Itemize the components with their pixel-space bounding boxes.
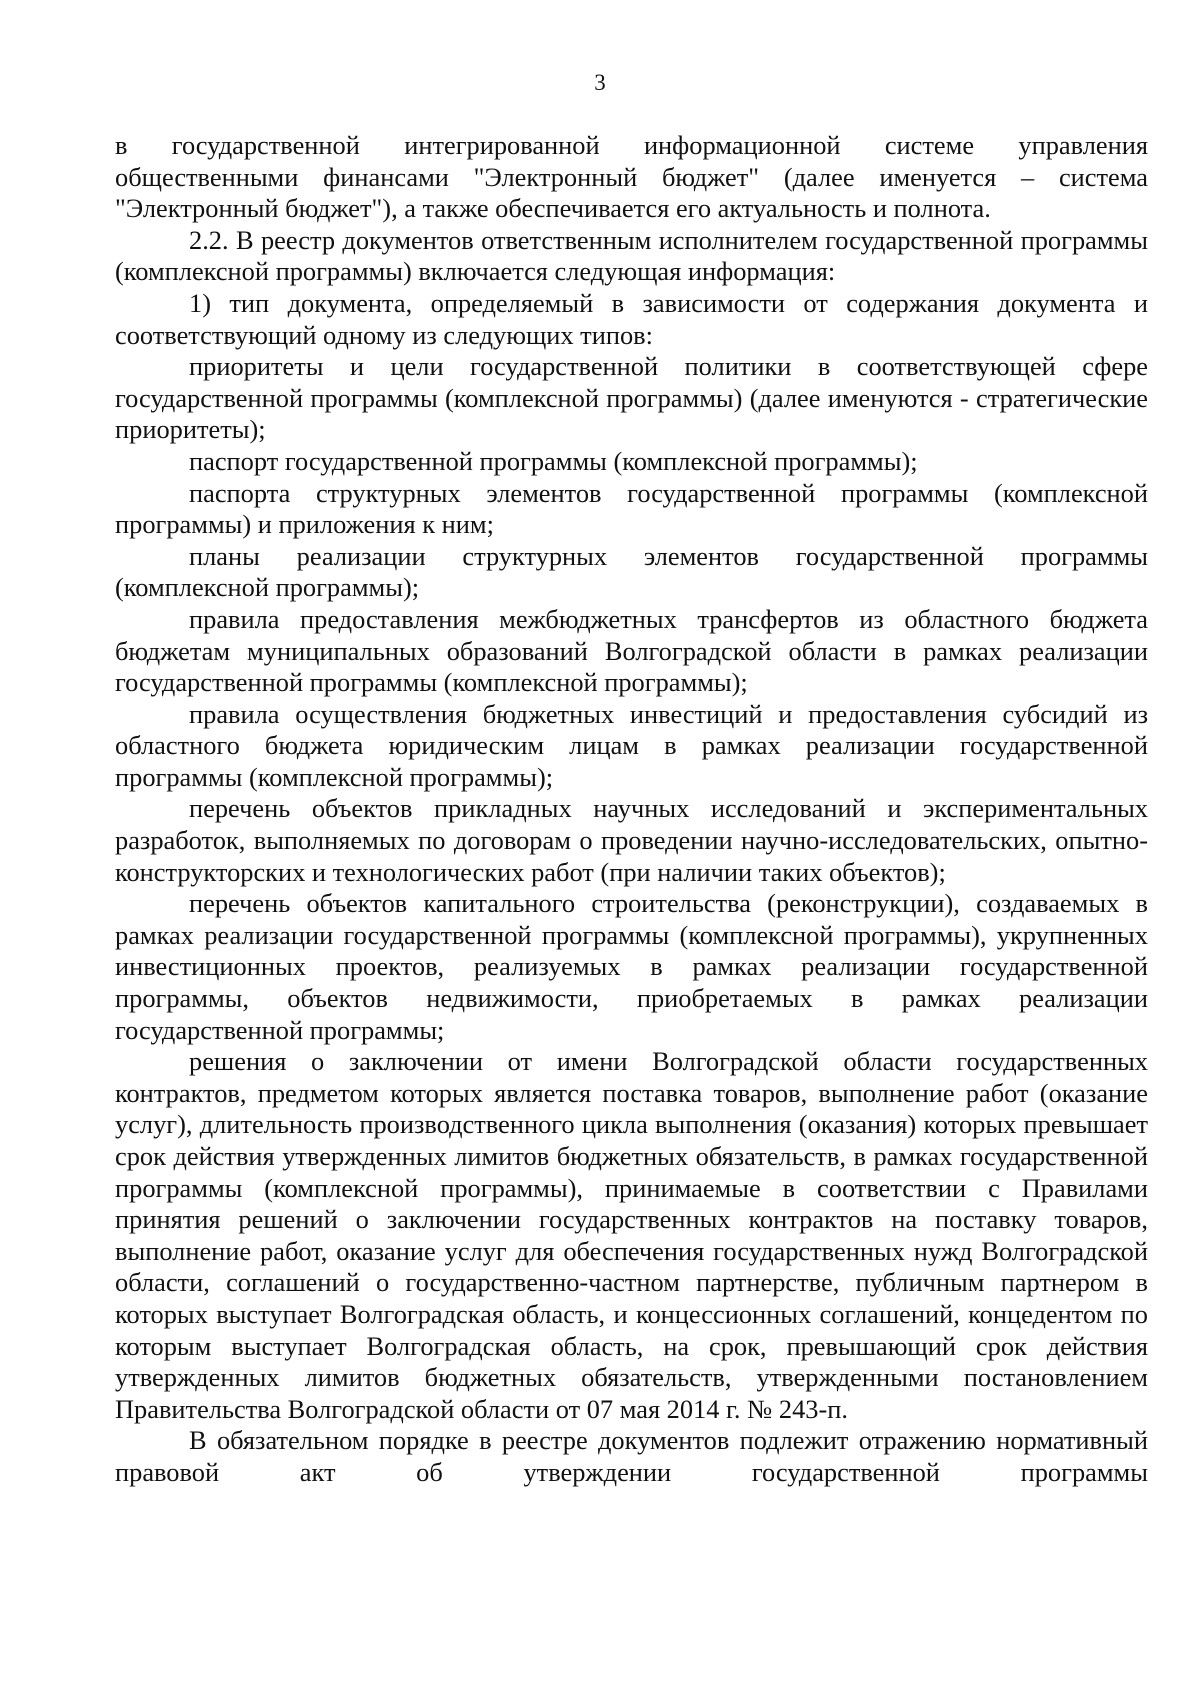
paragraph-type-program-passport: паспорт государственной программы (комплексной программы); (189, 445, 918, 476)
document-body (115, 130, 1148, 1489)
paragraph-type-construction-objects: перечень объектов капитального строительства (реконструкции), создаваемых в рамках реализации государственной программы (комплексной программы), укрупненных инвестиционных проектов, реализуемых в рамках реализации государственной программы, объектов недвижимости, приобретаемых в рамках реализации государственной программы; (115, 888, 1148, 1045)
page-number: 3 (594, 70, 606, 95)
paragraph-type-element-passports: паспорта структурных элементов государственной программы (комплексной программы) и приложения к ним; (115, 477, 1148, 540)
paragraph-type-research-objects: перечень объектов прикладных научных исследований и экспериментальных разработок, выполняемых по договорам о проведении научно-исследовательских, опытно-конструкторских и технологических работ (при наличии таких объектов); (115, 793, 1148, 887)
paragraph-type-transfer-rules: правила предоставления межбюджетных трансфертов из областного бюджета бюджетам муниципальных образований Волгоградской области в рамках реализации государственной программы (комплексной программы); (115, 603, 1148, 698)
paragraph-continuation: в государственной интегрированной информационной системе управления общественными финансами "Электронный бюджет" (далее именуется – система "Электронный бюджет"), а также обеспечивается его актуальность и полнота. (115, 130, 1148, 224)
paragraph-item-1: 1) тип документа, определяемый в зависимости от содержания документа и соответствующий одному из следующих типов: (115, 287, 1148, 350)
paragraph-type-strategic-priorities: приоритеты и цели государственной политики в соответствующей сфере государственной программы (комплексной программы) (далее именуются - стратегические приоритеты); (115, 351, 1148, 445)
paragraph-type-implementation-plans: планы реализации структурных элементов государственной программы (комплексной программы); (115, 540, 1148, 603)
paragraph-type-contract-decisions: решения о заключении от имени Волгоградской области государственных контрактов, предметом которых является поставка товаров, выполнение работ (оказание услуг), длительность производственного цикла выполнения (оказания) которых превышает срок действия утвержденных лимитов бюджетных обязательств, в рамках государственной программы (комплексной программы), принимаемые в соответствии с Правилами принятия решений о заключении государственных контрактов на поставку товаров, выполнение работ, оказание услуг для обеспечения государственных нужд Волгоградской области, соглашений о государственно-частном партнерстве, публичным партнером в которых выступает Волгоградская область, и концессионных соглашений, концедентом по которым выступает Волгоградская область, на срок, превышающий срок действия утвержденных лимитов бюджетных обязательств, утвержденными постановлением Правительства Волгоградской области от 07 мая 2014 г. № 243-п. (115, 1046, 1148, 1424)
paragraph-type-investment-rules: правила осуществления бюджетных инвестиций и предоставления субсидий из областного бюджета юридическим лицам в рамках реализации государственной программы (комплексной программы); (115, 698, 1148, 792)
paragraph-mandatory-reflection: В обязательном порядке в реестре документов подлежит отражению нормативный правовой акт об утверждении государственной программы (115, 1425, 1148, 1487)
paragraph-section-2-2: 2.2. В реестр документов ответственным исполнителем государственной программы (комплексной программы) включается следующая информация: (115, 224, 1148, 287)
